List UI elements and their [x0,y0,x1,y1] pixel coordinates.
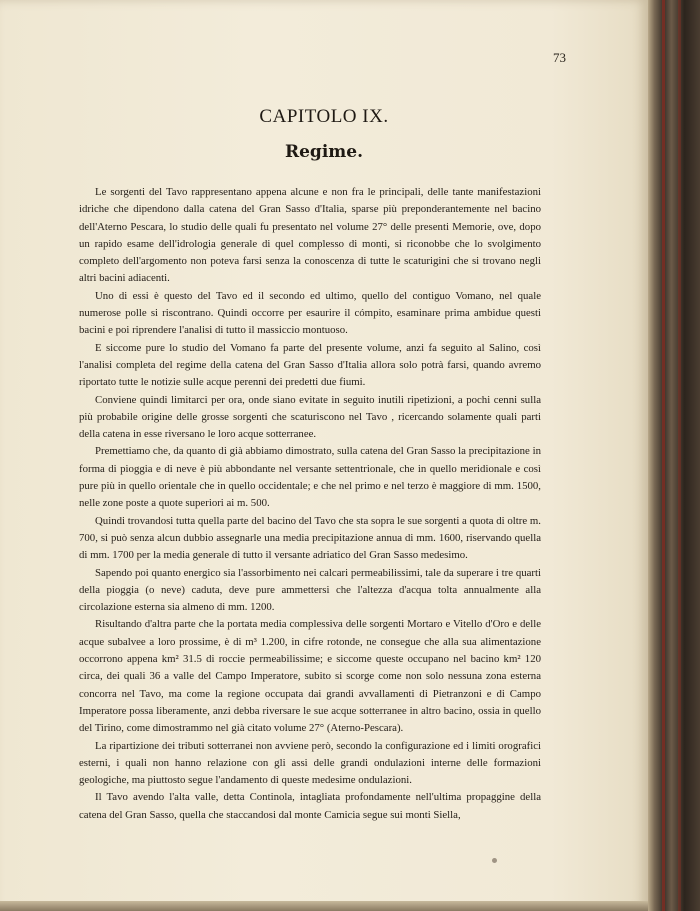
red-page-edge [678,0,681,911]
book-spine-edge [648,0,700,911]
red-page-edge [662,0,665,911]
paragraph-5: Premettiamo che, da quanto di già abbiamo dimostrato, sulla catena del Gran Sasso la precipitazione in forma di pioggia e di neve è più abbondante nel versante settentrionale, che in quello meridionale e così pure più in quello orientale che in quello occidentale; e che nel primo e nel terzo è maggiore di mm. 1500, nelle zone poste a quote superiori ai m. 500. [79,445,541,510]
chapter-title: CAPITOLO IX. [259,106,389,127]
paragraph-9: La ripartizione dei tributi sotterranei non avviene però, secondo la configurazione ed i limiti orografici esterni, i quali non hanno relazione con gli assi delle grandi ondulazioni interne delle formazioni geologiche, ma piuttosto segue l'andamento di queste medesime ondulazioni. [79,739,541,787]
paragraph-1: Le sorgenti del Tavo rappresentano appena alcune e non fra le principali, delle tante manifestazioni idriche che dipendono dalla catena del Gran Sasso d'Italia, sparse più preponderantemente nel bacino dell'Aterno Pescara, lo studio delle quali fu presentato nel volume 27° delle presenti Memorie, ove, dopo un rapido esame dell'idrologia generale di quel complesso di monti, si riconobbe che lo svolgimento completo dell'argomento non poteva farsi senza la conoscenza di tutte le scaturigini che si trovano negli altri bacini adiacenti. [79,186,541,285]
paragraph-3: E siccome pure lo studio del Vomano fa parte del presente volume, anzi fa seguito al Salino, così l'analisi completa del regime della catena del Gran Sasso d'Italia allora solo potrà farsi, quando avremo riportato tutte le notizie sulle acque perenni dei predetti due fiumi. [79,341,541,389]
paragraph-6: Quindi trovandosi tutta quella parte del bacino del Tavo che sta sopra le sue sorgenti a quota di oltre m. 700, si può senza alcun dubbio assegnarle una media precipitazione annua di mm. 1600, riservando quella di mm. 1700 per la media generale di tutto il versante adriatico del Gran Sasso medesimo. [79,514,541,562]
paragraph-4: Conviene quindi limitarci per ora, onde siano evitate in seguito inutili ripetizioni, a pochi cenni sulla più probabile origine delle grosse sorgenti che scaturiscono nel Tavo , ricercando solamente quali parti della catena in esse riversano le loro acque sotterranee. [79,393,541,441]
paragraph-7: Sapendo poi quanto energico sia l'assorbimento nei calcari permeabilissimi, tale da superare i tre quarti della pioggia (o neve) caduta, deve pure ammettersi che l'altezza d'acqua tolta annualmente alla circolazione esterna sia almeno di mm. 1200. [79,566,541,614]
paragraph-10: Il Tavo avendo l'alta valle, detta Continola, intagliata profondamente nell'ultima propaggine della catena del Gran Sasso, quella che staccandosi dal monte Camicia segue sui monti Siella, [79,791,541,821]
page-number: 73 [553,50,566,65]
paragraph-2: Uno di essi è questo del Tavo ed il secondo ed ultimo, quello del contiguo Vomano, nel quale numerose polle si riscontrano. Quindi occorre per esaurire il cómpito, esaminare prima ambidue questi bacini e poi riprendere l'analisi di tutto il massiccio montuoso. [79,289,541,337]
ink-speck [492,858,497,863]
page-bottom-edge [0,901,648,911]
paragraph-8: Risultando d'altra parte che la portata media complessiva delle sorgenti Mortaro e Vitello d'Oro e delle acque subalvee a loro prossime, è di m³ 1.200, in cifre rotonde, ne consegue che alla sua alimentazione occorrono appena km² 31.5 di roccie permeabilissime; e siccome queste occupano nel bacino km² 120 circa, dei quali 36 a valle del Campo Imperatore, subito si scorge come non solo nessuna zona esterna concorra nel Tavo, ma come la regione occupata dai grandi avvallamenti di Pietranzoni e di Campo Imperatore possa liberamente, anzi debba riversare le sue acque sotterranee in altro bacino, ossia in quello del Tirino, come dimostrammo nel già citato volume 27° (Aterno-Pescara). [79,618,541,735]
body-text [79,184,541,824]
section-title: Regime. [284,142,363,162]
